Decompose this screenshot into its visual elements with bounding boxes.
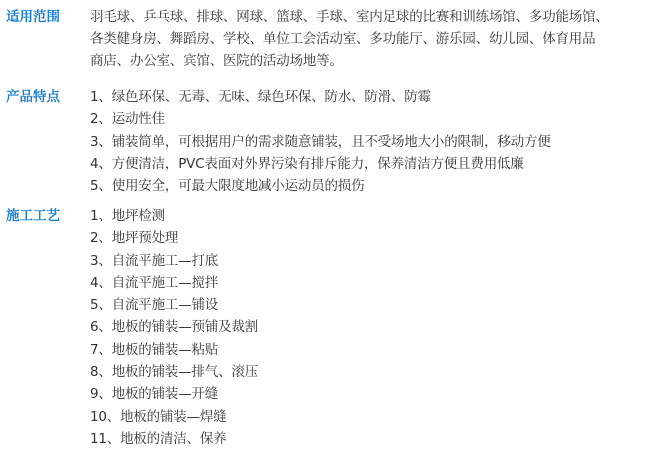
- application-scope-text: [90, 6, 642, 72]
- scope-line: 羽毛球、乒乓球、排球、网球、篮球、手球、室内足球的比赛和训练场馆、多功能场馆、: [90, 9, 609, 25]
- process-step: 9、地板的铺装—开缝: [90, 386, 219, 403]
- process-step: 10、地板的铺装—焊缝: [90, 408, 227, 425]
- section-title-product-features: 产品特点: [6, 89, 60, 105]
- process-step: 3、自流平施工—打底: [90, 252, 219, 269]
- process-step: 4、自流平施工—搅拌: [90, 274, 219, 291]
- section-title-construction-process: 施工工艺: [6, 208, 60, 224]
- process-step: 5、自流平施工—铺设: [90, 297, 219, 314]
- construction-process-list: [90, 205, 642, 450]
- process-step: 8、地板的铺装—排气、滚压: [90, 364, 258, 381]
- feature-item: 2、运动性佳: [90, 111, 165, 128]
- process-step: 6、地板的铺装—预铺及裁割: [90, 319, 258, 336]
- feature-item: 1、绿色环保、无毒、无味、绿色环保、防水、防滑、防霉: [90, 89, 431, 105]
- feature-item: 3、铺装简单，可根据用户的需求随意铺装，且不受场地大小的限制，移动方便: [90, 133, 551, 150]
- process-step: 7、地板的铺装—粘贴: [90, 341, 219, 358]
- section-title-application-scope: 适用范围: [6, 9, 60, 25]
- scope-line: 各类健身房、舞蹈房、学校、单位工会活动室、多功能厅、游乐园、幼儿园、体育用品: [90, 31, 596, 47]
- process-step: 11、地板的清洁、保养: [90, 430, 227, 447]
- scope-line: 商店、办公室、宾馆、医院的活动场地等。: [90, 53, 343, 69]
- feature-item: 4、方便清洁，PVC表面对外界污染有排斥能力，保养清洁方便且费用低廉: [90, 155, 524, 172]
- process-step: 1、地坪检测: [90, 208, 165, 224]
- feature-item: 5、使用安全，可最大限度地减小运动员的损伤: [90, 178, 365, 195]
- product-features-list: [90, 86, 642, 197]
- process-step: 2、地坪预处理: [90, 230, 179, 247]
